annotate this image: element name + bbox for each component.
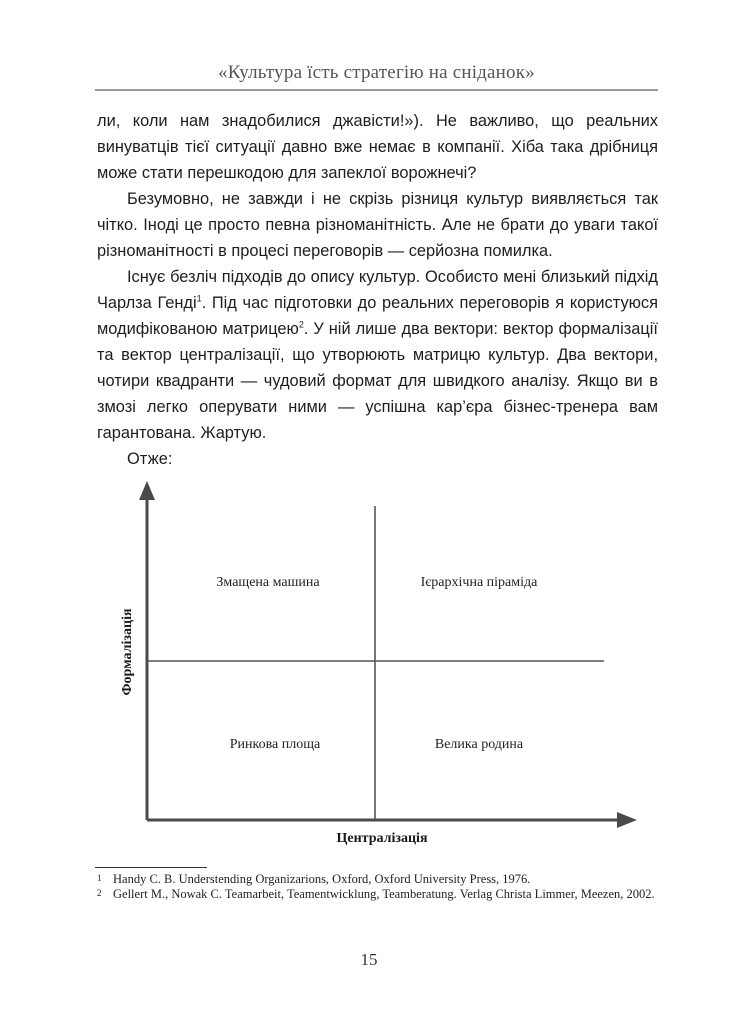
- paragraph-3-part-c: . У ній лише два вектори: вектор формалізації та вектор централізації, що утворюють матрицю культур. Два вектори, чотири квадранти — чудовий формат для швидкого аналізу. Якщо ви в змозі легко оперувати ними — успішна кар’єра бізнес-тренера вам гарантована. Жартую.: [97, 320, 658, 442]
- footnote-2-text: Gellert M., Nowak C. Teamarbeit, Teamentwicklung, Teamberatung. Verlag Christa Limmer, Meezen, 2002.: [113, 887, 655, 901]
- footnote-1: [97, 872, 658, 887]
- footnote-rule: [95, 867, 207, 868]
- footnote-ref-2[interactable]: 2: [298, 319, 304, 330]
- quadrant-top-left: Змащена машина: [216, 575, 320, 590]
- footnotes: [97, 872, 658, 902]
- paragraph-3: [97, 264, 658, 446]
- x-axis-label: Централізація: [336, 831, 428, 846]
- paragraph-2: Безумовно, не завжди і не скрізь різниця культур виявляється так чітко. Іноді це просто певна різноманітність. Але не брати до уваги такої різноманітності в процесі переговорів — серйозна помилка.: [97, 190, 658, 260]
- footnote-2-mark: 2: [97, 888, 102, 898]
- paragraph-3-part-a: Існує безліч підходів до опису культур. Особисто мені близький підхід Чарлза Генді: [97, 268, 658, 312]
- running-head-title: «Культура їсть стратегію на сніданок»: [218, 62, 535, 83]
- x-axis-arrow: [617, 812, 637, 828]
- quadrant-bottom-right: Велика родина: [434, 737, 524, 752]
- page-number: 15: [360, 950, 378, 969]
- header-rule: [95, 89, 658, 91]
- paragraph-4: Отже:: [127, 450, 173, 468]
- paragraph-3-part-b: . Під час підготовки до реальних переговорів я користуюся модифікованою матрицею: [97, 294, 659, 338]
- y-axis-arrow: [139, 481, 155, 500]
- footnote-ref-1[interactable]: 1: [196, 293, 202, 304]
- y-axis-label: Формалізація: [120, 608, 135, 696]
- body-text: [97, 108, 658, 472]
- footnote-2: [97, 887, 658, 902]
- footnote-1-mark: 1: [97, 873, 102, 883]
- quadrant-bottom-left: Ринкова площа: [229, 737, 321, 752]
- footnote-1-text: Handy C. B. Understending Organizarions, Oxford, Oxford University Press, 1976.: [113, 872, 531, 886]
- paragraph-1: ли, коли нам знадобилися джавісти!»). Не важливо, що реальних винуватців тієї ситуації давно вже немає в компанії. Хіба така дрібниця може стати перешкодою для запеклої ворожнечі?: [97, 112, 658, 182]
- quadrant-top-right: Ієрархічна піраміда: [420, 575, 538, 590]
